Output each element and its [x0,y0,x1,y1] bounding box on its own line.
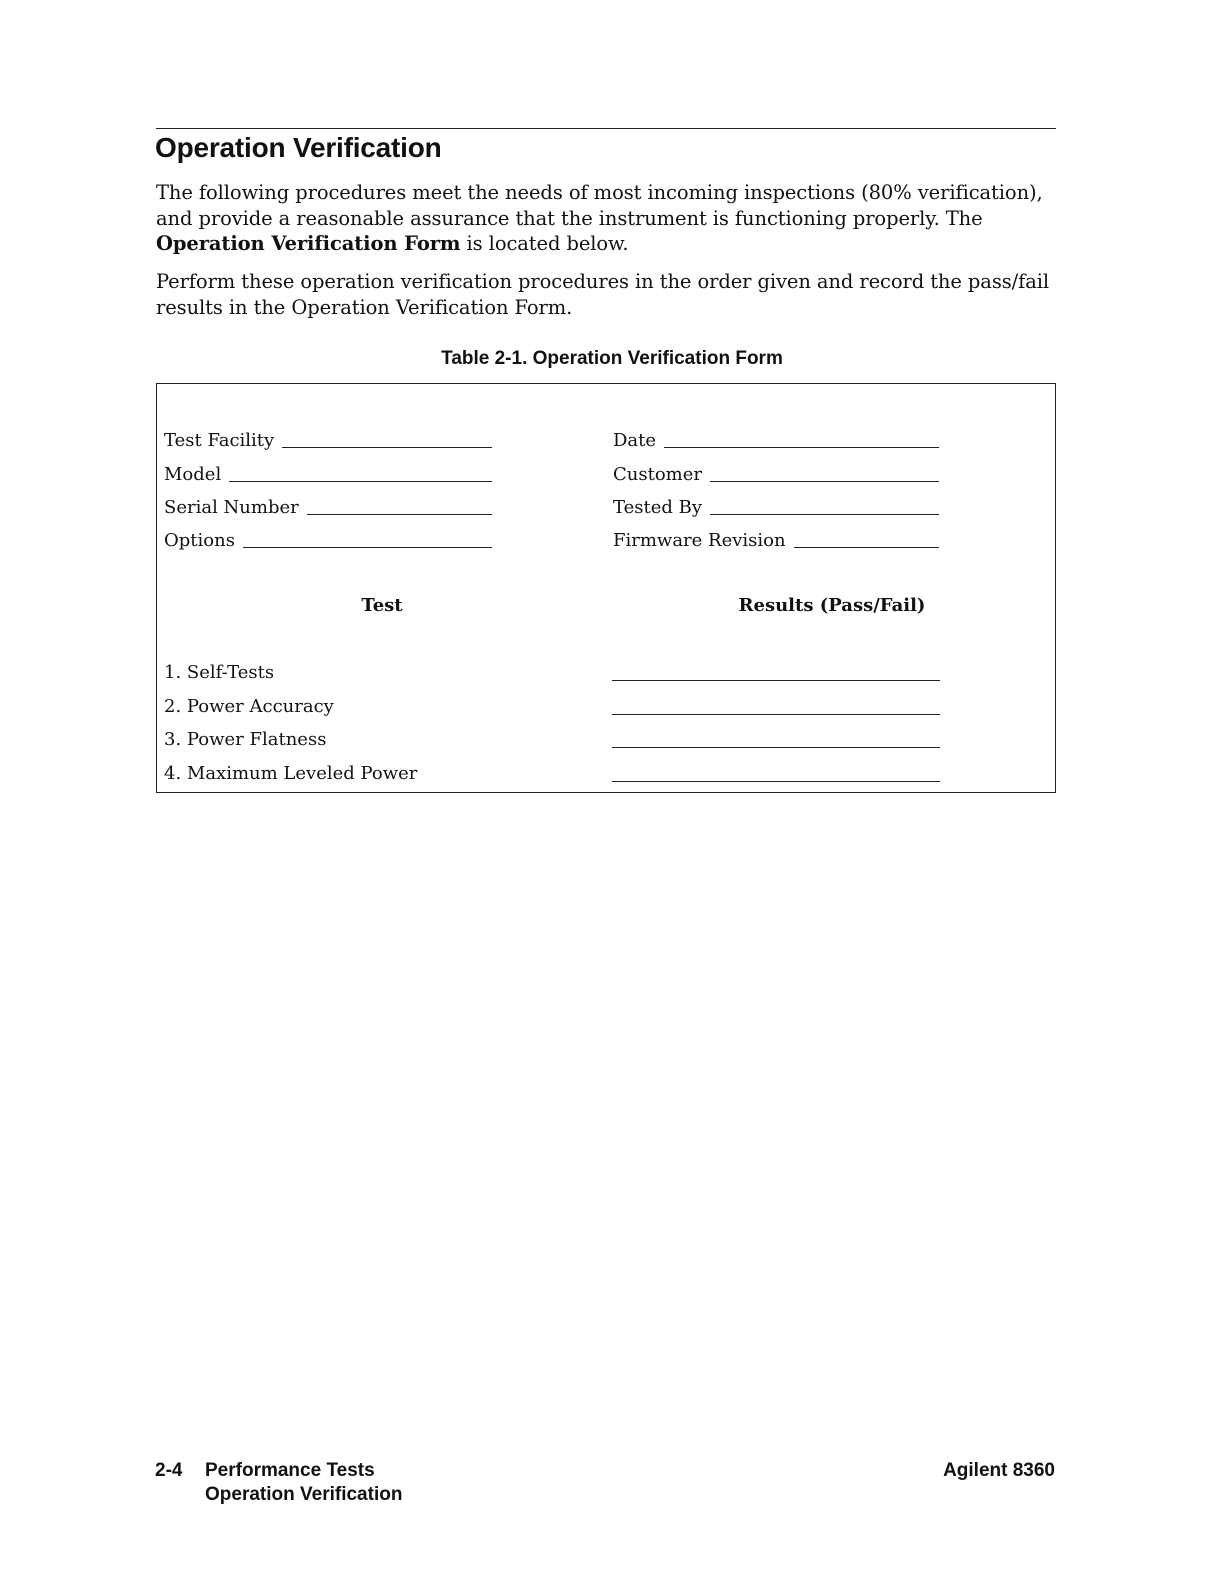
intro-text-after: is located below. [460,232,629,255]
result-line-power-flatness[interactable] [612,747,940,748]
field-label: Model [164,464,222,485]
fill-line [282,447,492,448]
field-label: Serial Number [164,497,299,518]
intro-bold-form-name: Operation Verification Form [156,232,461,255]
fill-line [664,447,939,448]
field-model[interactable] [164,461,492,485]
table-caption: Table 2-1. Operation Verification Form [441,348,783,369]
test-item-maximum-leveled-power: 4. Maximum Leveled Power [164,763,418,784]
result-line-maximum-leveled-power[interactable] [612,781,940,782]
result-line-self-tests[interactable] [612,680,940,681]
footer-subsection: Operation Verification [205,1484,403,1505]
field-serial-number[interactable] [164,494,492,518]
page-number: 2-4 [155,1460,183,1481]
test-item-power-accuracy: 2. Power Accuracy [164,696,334,717]
field-tested-by[interactable] [613,494,939,518]
field-options[interactable] [164,527,492,551]
heading-rule [156,128,1056,129]
column-header-results: Results (Pass/Fail) [738,595,926,616]
field-label: Firmware Revision [613,530,786,551]
intro-paragraph [156,180,1056,257]
test-item-power-flatness: 3. Power Flatness [164,729,327,750]
fill-line [794,547,939,548]
field-label: Test Facility [164,430,275,451]
field-date[interactable] [613,427,939,451]
footer-section: Performance Tests [205,1460,375,1481]
field-customer[interactable] [613,461,939,485]
footer-product: Agilent 8360 [943,1460,1055,1481]
instruction-paragraph: Perform these operation verification procedures in the order given and record the pass/fail results in the Operation Verification Form. [156,270,1050,319]
field-firmware-revision[interactable] [613,527,939,551]
field-test-facility[interactable] [164,427,492,451]
field-label: Date [613,430,657,451]
field-label: Tested By [613,497,703,518]
fill-line [229,481,492,482]
field-label: Customer [613,464,702,485]
footer-left [155,1459,402,1507]
page-heading: Operation Verification [155,132,442,163]
fill-line [243,547,492,548]
result-line-power-accuracy[interactable] [612,714,940,715]
column-header-test: Test [361,595,403,616]
field-label: Options [164,530,235,551]
intro-text-before: The following procedures meet the needs of most incoming inspections (80% verification), and provide a reasonable assurance that the instrument is functioning properly. The [156,181,1043,230]
fill-line [710,514,939,515]
operation-verification-form [156,383,1056,793]
test-item-self-tests: 1. Self-Tests [164,662,275,683]
fill-line [307,514,492,515]
footer-section-line [155,1459,402,1483]
fill-line [710,481,939,482]
